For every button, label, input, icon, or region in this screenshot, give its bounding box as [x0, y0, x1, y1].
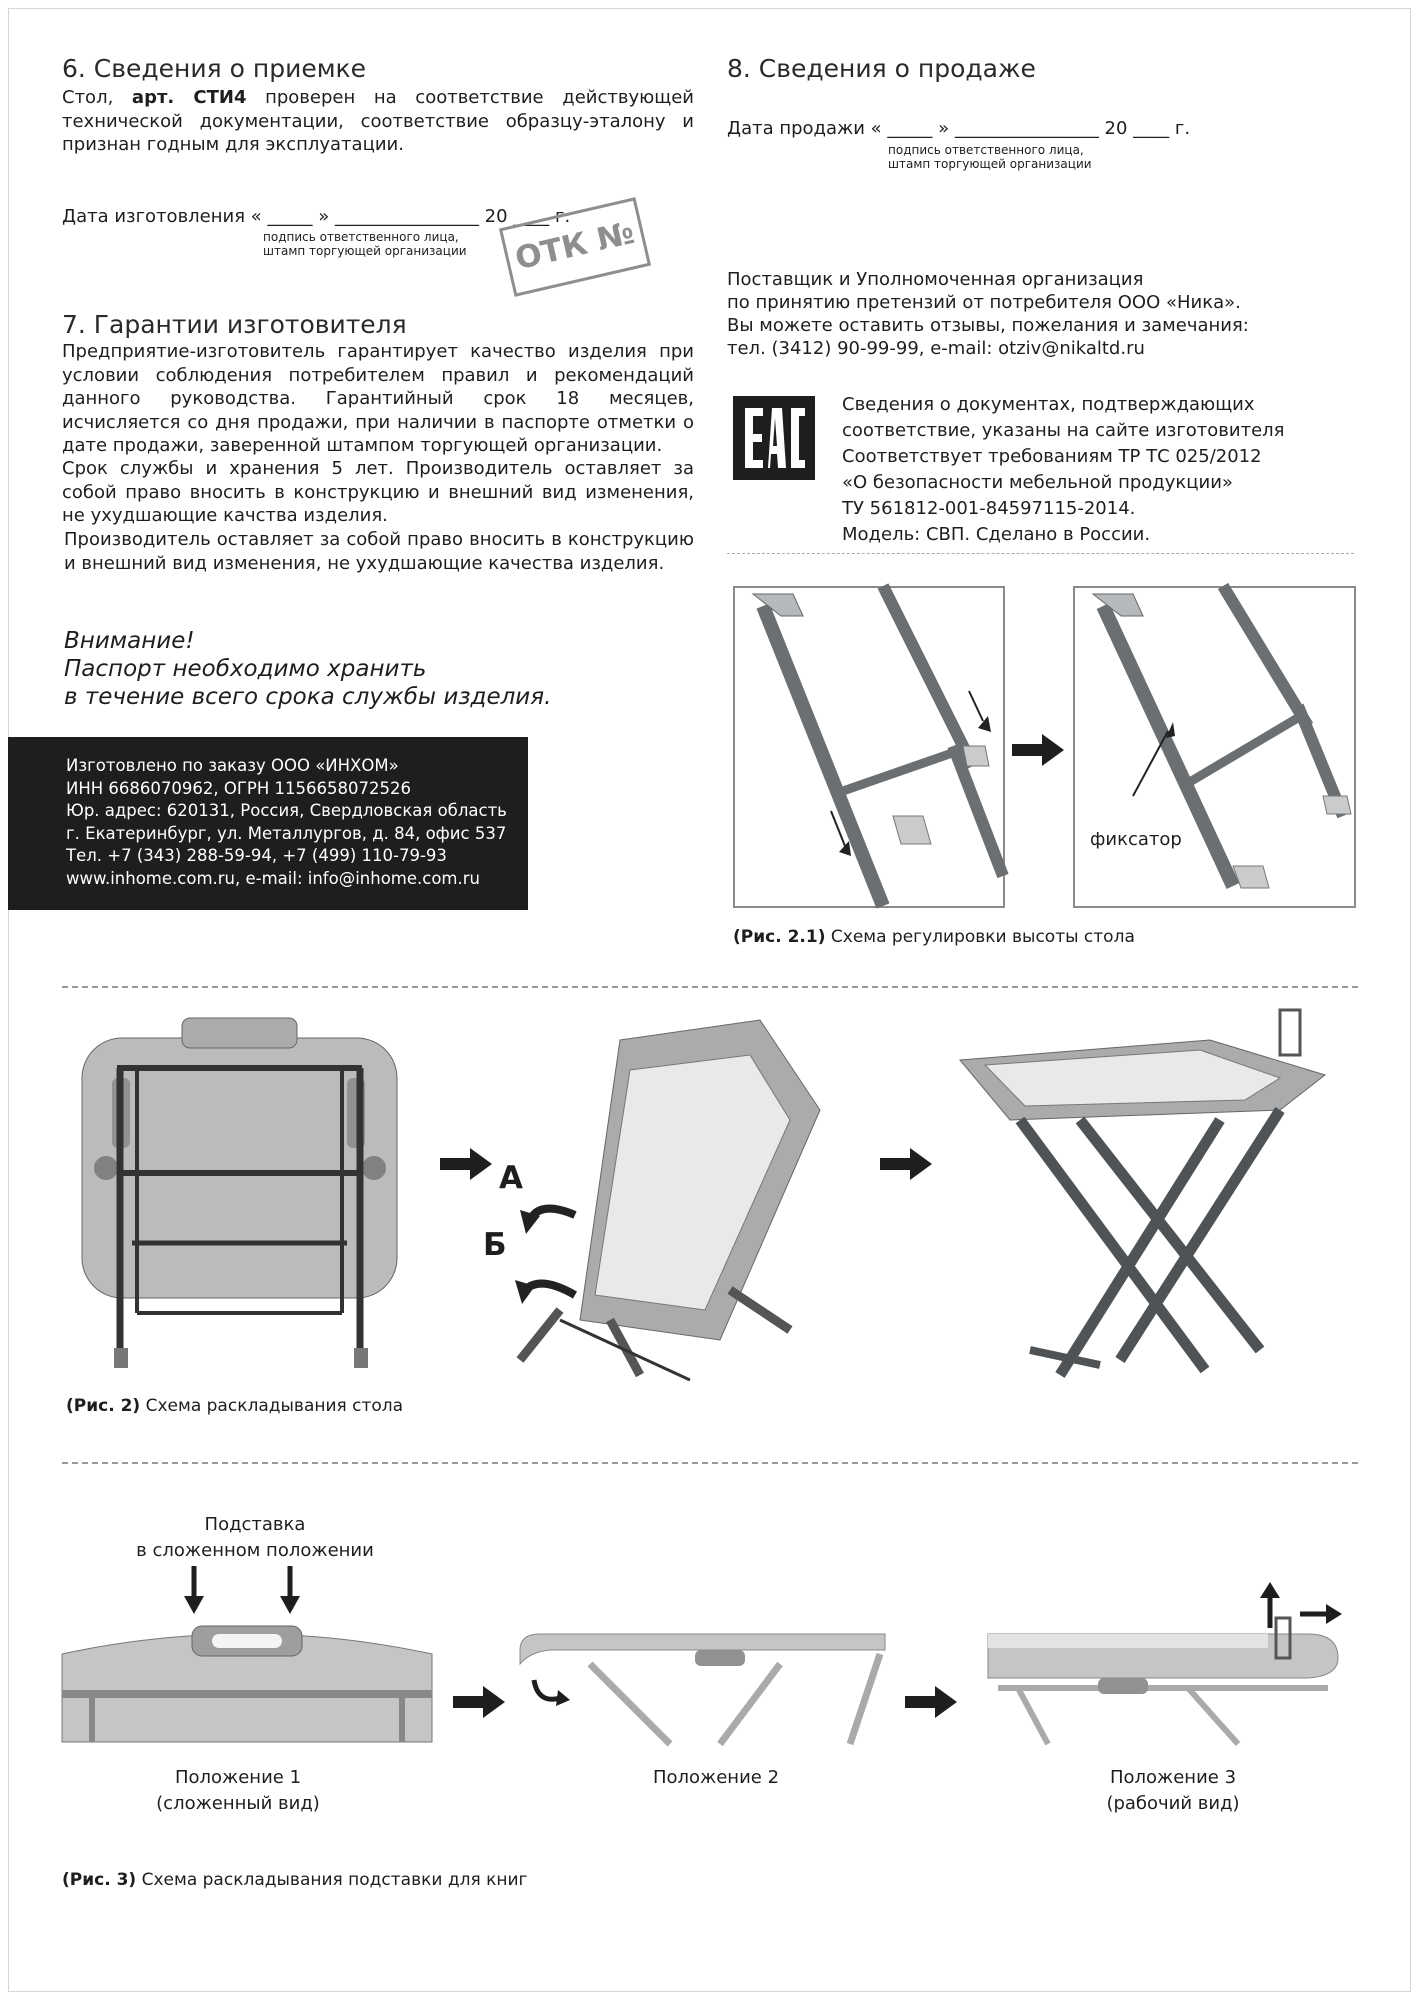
fig3-position-3-image: [988, 1588, 1356, 1744]
supplier-line-1: Поставщик и Уполномоченная организация: [727, 269, 1144, 290]
article-number: арт. СТИ4: [131, 87, 247, 108]
sale-title: 8. Сведения о продаже: [727, 54, 1036, 83]
fig21-caption-num: (Рис. 2.1): [733, 927, 826, 947]
fig3-down-arrows-icon: [180, 1566, 300, 1616]
acceptance-signature-note-2: штамп торгующей организации: [263, 244, 467, 258]
fig3-position-2-label: Положение 2: [652, 1767, 780, 1788]
fig21-lock-label: фиксатор: [1090, 829, 1182, 850]
manufacturer-line-4: г. Екатеринбург, ул. Металлургов, д. 84, офис 537: [66, 823, 507, 843]
fig3-position-2-image: [520, 1634, 885, 1744]
fig3-position-1-label-a: Положение 1: [174, 1767, 302, 1788]
fig21-panel-before: [733, 586, 1005, 908]
supplier-line-2: по принятию претензий от потребителя ООО «Ника».: [727, 292, 1241, 313]
manufacture-date-line: Дата изготовления « _____ » ________________ 20 ____ г.: [62, 206, 571, 227]
manufacturer-line-5: Тел. +7 (343) 288-59-94, +7 (499) 110-79-93: [66, 846, 447, 865]
fig3-position-1-label-b: (сложенный вид): [156, 1793, 320, 1814]
acceptance-signature-note-1: подпись ответственного лица,: [263, 230, 459, 244]
fig3-position-3-label-a: Положение 3: [1109, 1767, 1237, 1788]
fig21-arrow-icon: [1012, 734, 1064, 766]
fig3-caption-num: (Рис. 3): [62, 1870, 137, 1890]
warranty-title: 7. Гарантии изготовителя: [62, 310, 407, 339]
fig21-caption: [733, 927, 1135, 947]
fig2-label-a: А: [499, 1160, 523, 1196]
fig2-arrow-icon-2: [880, 1148, 932, 1180]
fig2-label-b: Б: [483, 1227, 507, 1263]
fig3-arrow-icon-2: [905, 1686, 957, 1718]
fig2-caption-num: (Рис. 2): [66, 1396, 141, 1416]
fig3-position-3-label-b: (рабочий вид): [1106, 1793, 1240, 1814]
acceptance-text-pre: Стол,: [62, 87, 132, 108]
fig3-caption: [62, 1870, 527, 1890]
certification-line-6: Модель: СВП. Сделано в России.: [842, 524, 1151, 545]
sale-date-line: Дата продажи « _____ » ________________ 20 ____ г.: [727, 118, 1191, 139]
certification-line-2: соответствие, указаны на сайте изготовителя: [842, 420, 1285, 441]
attention-line-1: Внимание!: [64, 628, 195, 654]
warranty-paragraph-3: Производитель оставляет за собой право вносить в конструкцию и внешний вид изменения, не ухудшающие качества изделия.: [64, 529, 694, 574]
warranty-paragraph-1: Предприятие-изготовитель гарантирует качество изделия при условии соблюдения потребителем правил и рекомендаций данного руководства. Гарантийный срок 18 месяцев, исчисляется со дня продажи, при наличии в паспорте отметки о дате продажи, заверенной штампом торгующей организации.: [62, 341, 694, 456]
fig3-caption-text: Схема раскладывания подставки для книг: [136, 1870, 528, 1890]
fig21-caption-text: Схема регулировки высоты стола: [825, 927, 1135, 947]
fig2-unfolding-table: [500, 1020, 850, 1400]
certification-line-5: ТУ 561812-001-84597115-2014.: [842, 498, 1136, 519]
divider-1: [62, 986, 1358, 988]
fig3-position-1-image: [62, 1614, 432, 1742]
acceptance-title: 6. Сведения о приемке: [62, 54, 367, 83]
certification-line-3: Соответствует требованиям ТР ТС 025/2012: [842, 446, 1262, 467]
otk-stamp-text: ОТК №: [511, 214, 638, 278]
manufacturer-info-box: [8, 737, 528, 910]
manufacturer-line-3: Юр. адрес: 620131, Россия, Свердловская область: [66, 801, 507, 820]
acceptance-text: [62, 86, 694, 157]
warranty-paragraph-2: Срок службы и хранения 5 лет. Производитель оставляет за собой право вносить в конструкцию и внешний вид изменения, не ухудшающие качства изделия.: [62, 458, 694, 526]
fig2-unfolded-table: [950, 1010, 1335, 1385]
certification-line-1: Сведения о документах, подтверждающих: [842, 394, 1255, 415]
fig3-stand-label-1: Подставка: [204, 1514, 306, 1535]
fig3-stand-label-2: в сложенном положении: [136, 1540, 374, 1561]
fig2-folded-table: [72, 1018, 407, 1373]
fig21-panel-after: [1073, 586, 1356, 908]
attention-line-2: Паспорт необходимо хранить: [64, 656, 427, 682]
fig2-caption-text: Схема раскладывания стола: [140, 1396, 404, 1416]
fig2-caption: [66, 1396, 403, 1416]
manufacturer-line-1: Изготовлено по заказу ООО «ИНХОМ»: [66, 756, 399, 775]
supplier-line-3: Вы можете оставить отзывы, пожелания и замечания:: [727, 315, 1249, 336]
divider-right: [727, 553, 1354, 554]
supplier-line-4: тел. (3412) 90-99-99, e-mail: otziv@nikaltd.ru: [727, 338, 1145, 359]
certification-line-4: «О безопасности мебельной продукции»: [842, 472, 1233, 493]
divider-2: [62, 1462, 1358, 1464]
fig3-arrow-icon-1: [453, 1686, 505, 1718]
attention-line-3: в течение всего срока службы изделия.: [64, 684, 552, 710]
eac-mark-icon: [733, 396, 815, 480]
fig2-arrow-icon-1: [440, 1148, 492, 1180]
acceptance-text-post: проверен на соответствие действующей технической документации, соответствие образцу-эталону и признан годным для эксплуатации.: [62, 87, 694, 155]
sale-signature-note-2: штамп торгующей организации: [888, 157, 1092, 171]
sale-signature-note-1: подпись ответственного лица,: [888, 143, 1084, 157]
manufacturer-line-2: ИНН 6686070962, ОГРН 1156658072526: [66, 778, 411, 798]
manufacturer-line-6: www.inhome.com.ru, e-mail: info@inhome.com.ru: [66, 868, 480, 888]
